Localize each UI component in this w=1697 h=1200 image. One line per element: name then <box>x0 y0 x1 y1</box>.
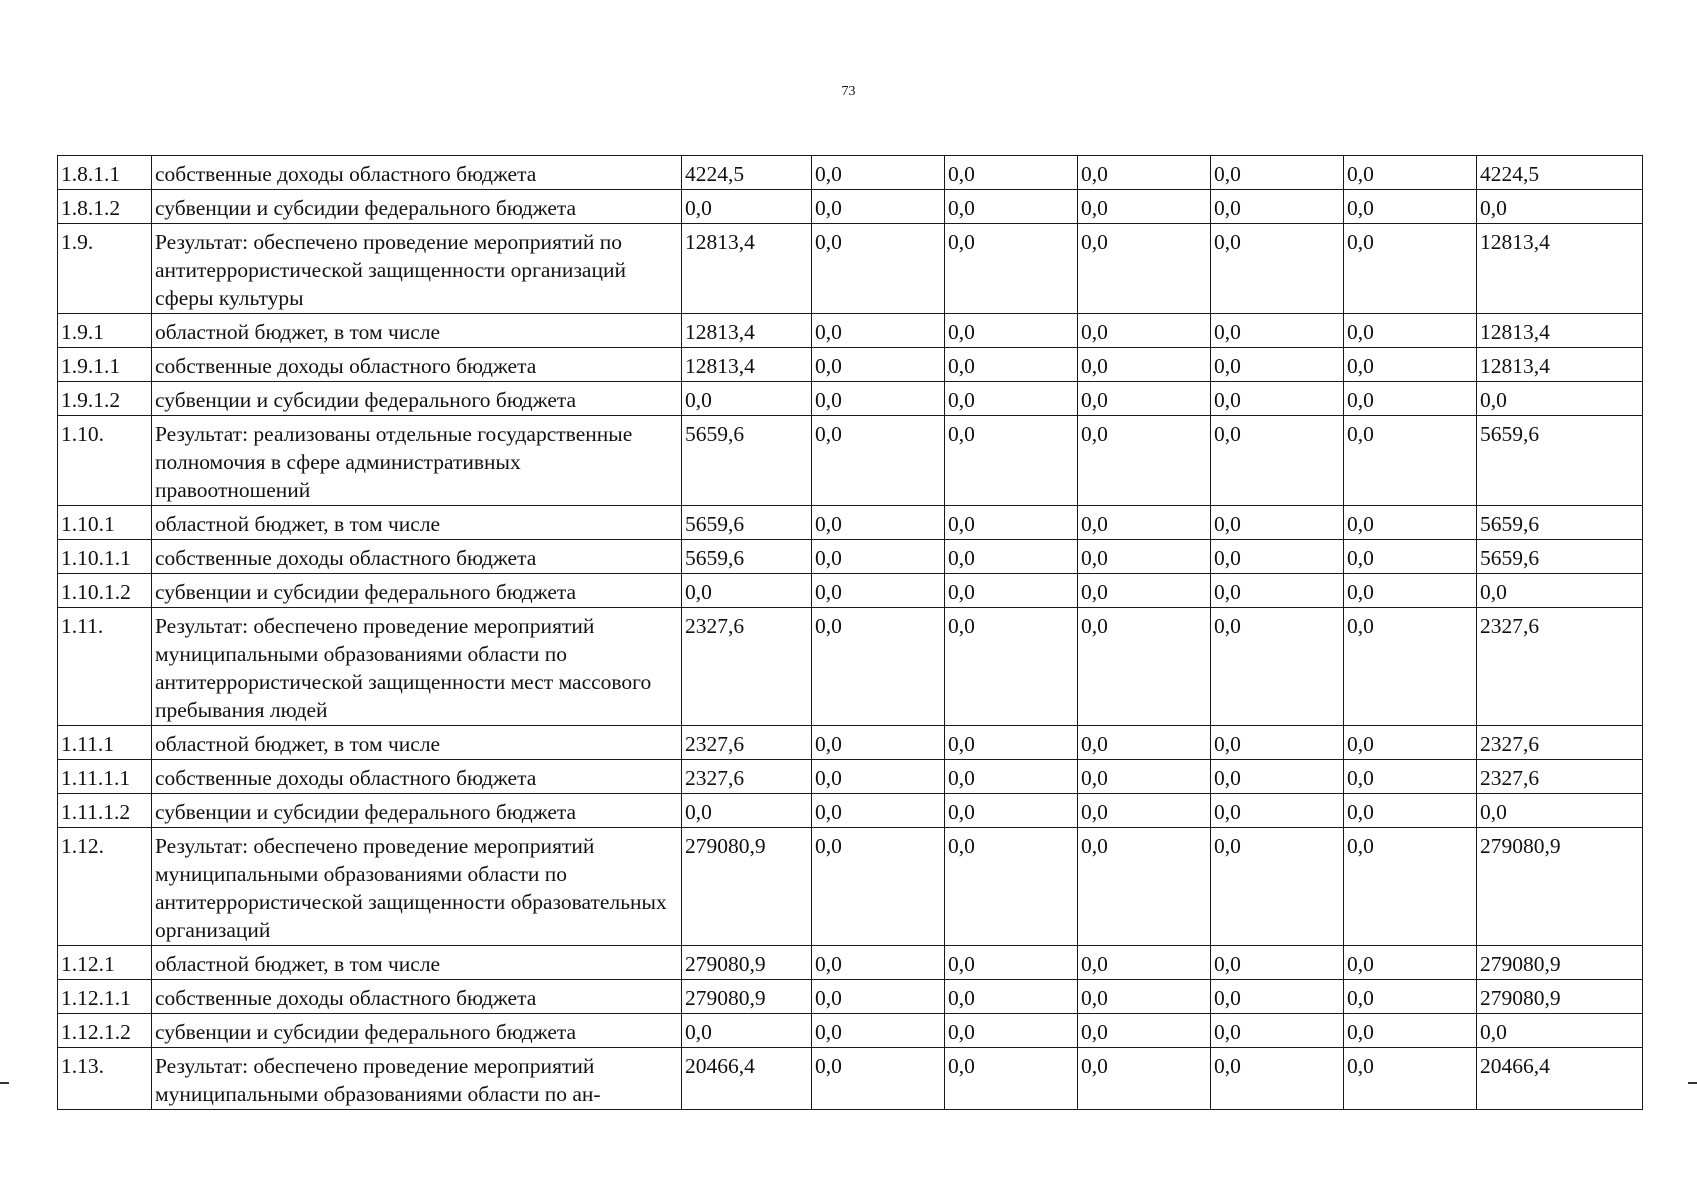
row-value-cell: 0,0 <box>682 190 812 224</box>
row-value-cell: 0,0 <box>1344 190 1477 224</box>
row-description-cell: областной бюджет, в том числе <box>152 726 682 760</box>
row-value-cell: 0,0 <box>1211 726 1344 760</box>
row-description-cell: субвенции и субсидии федерального бюджета <box>152 190 682 224</box>
row-description-cell: собственные доходы областного бюджета <box>152 980 682 1014</box>
row-value-cell: 0,0 <box>1211 1014 1344 1048</box>
table-row <box>58 608 1643 726</box>
row-value-cell: 0,0 <box>1344 156 1477 190</box>
row-value-cell: 0,0 <box>1078 828 1211 946</box>
row-value-cell: 4224,5 <box>682 156 812 190</box>
row-code-cell: 1.12.1.1 <box>58 980 152 1014</box>
row-value-cell: 0,0 <box>682 1014 812 1048</box>
row-value-cell: 0,0 <box>1078 156 1211 190</box>
row-description-cell: субвенции и субсидии федерального бюджета <box>152 794 682 828</box>
row-description-cell: Результат: обеспечено проведение мероприятий муниципальными образованиями области по ан- <box>152 1048 682 1110</box>
row-value-cell: 0,0 <box>1211 828 1344 946</box>
row-code-cell: 1.10.1.2 <box>58 574 152 608</box>
row-value-cell: 0,0 <box>1211 348 1344 382</box>
row-code-cell: 1.11. <box>58 608 152 726</box>
row-value-cell: 0,0 <box>1344 760 1477 794</box>
row-value-cell: 0,0 <box>1477 574 1643 608</box>
row-value-cell: 2327,6 <box>1477 760 1643 794</box>
row-code-cell: 1.10.1 <box>58 506 152 540</box>
table-row <box>58 314 1643 348</box>
row-code-cell: 1.9. <box>58 224 152 314</box>
row-value-cell: 279080,9 <box>1477 828 1643 946</box>
row-value-cell: 2327,6 <box>682 608 812 726</box>
row-value-cell: 12813,4 <box>1477 224 1643 314</box>
row-value-cell: 0,0 <box>1344 726 1477 760</box>
row-value-cell: 0,0 <box>812 382 945 416</box>
row-value-cell: 0,0 <box>1344 1014 1477 1048</box>
row-value-cell: 0,0 <box>1078 946 1211 980</box>
row-description-cell: субвенции и субсидии федерального бюджета <box>152 382 682 416</box>
row-value-cell: 0,0 <box>1078 1048 1211 1110</box>
table-row <box>58 794 1643 828</box>
row-description-cell: Результат: реализованы отдельные государственные полномочия в сфере административных правоотношений <box>152 416 682 506</box>
row-value-cell: 279080,9 <box>1477 946 1643 980</box>
row-value-cell: 0,0 <box>812 980 945 1014</box>
row-description-cell: собственные доходы областного бюджета <box>152 540 682 574</box>
row-value-cell: 0,0 <box>1078 540 1211 574</box>
row-value-cell: 0,0 <box>1078 348 1211 382</box>
row-value-cell: 0,0 <box>1211 540 1344 574</box>
row-description-cell: собственные доходы областного бюджета <box>152 156 682 190</box>
table-row <box>58 156 1643 190</box>
row-value-cell: 0,0 <box>1078 314 1211 348</box>
row-value-cell: 0,0 <box>812 794 945 828</box>
row-value-cell: 0,0 <box>1477 1014 1643 1048</box>
row-value-cell: 0,0 <box>812 190 945 224</box>
row-code-cell: 1.10.1.1 <box>58 540 152 574</box>
row-value-cell: 5659,6 <box>682 506 812 540</box>
row-value-cell: 0,0 <box>945 946 1078 980</box>
row-value-cell: 0,0 <box>812 828 945 946</box>
row-value-cell: 0,0 <box>945 726 1078 760</box>
table-row <box>58 416 1643 506</box>
row-code-cell: 1.13. <box>58 1048 152 1110</box>
row-value-cell: 0,0 <box>682 794 812 828</box>
row-value-cell: 5659,6 <box>1477 416 1643 506</box>
row-value-cell: 279080,9 <box>682 980 812 1014</box>
row-code-cell: 1.12.1 <box>58 946 152 980</box>
table-row <box>58 828 1643 946</box>
row-value-cell: 0,0 <box>812 416 945 506</box>
row-value-cell: 0,0 <box>682 574 812 608</box>
row-value-cell: 0,0 <box>812 348 945 382</box>
row-value-cell: 0,0 <box>945 224 1078 314</box>
row-value-cell: 0,0 <box>1211 506 1344 540</box>
table-row <box>58 1048 1643 1110</box>
row-value-cell: 0,0 <box>1078 726 1211 760</box>
row-value-cell: 20466,4 <box>1477 1048 1643 1110</box>
row-value-cell: 0,0 <box>1477 794 1643 828</box>
row-value-cell: 0,0 <box>1477 382 1643 416</box>
row-value-cell: 0,0 <box>812 760 945 794</box>
row-code-cell: 1.9.1 <box>58 314 152 348</box>
row-value-cell: 279080,9 <box>1477 980 1643 1014</box>
table-row <box>58 190 1643 224</box>
row-value-cell: 0,0 <box>1344 224 1477 314</box>
table-row <box>58 382 1643 416</box>
row-description-cell: областной бюджет, в том числе <box>152 946 682 980</box>
row-value-cell: 0,0 <box>1344 1048 1477 1110</box>
row-value-cell: 0,0 <box>945 608 1078 726</box>
row-value-cell: 0,0 <box>1344 382 1477 416</box>
row-value-cell: 279080,9 <box>682 946 812 980</box>
table-row <box>58 946 1643 980</box>
row-value-cell: 12813,4 <box>1477 314 1643 348</box>
table-row <box>58 506 1643 540</box>
row-value-cell: 0,0 <box>945 190 1078 224</box>
row-value-cell: 0,0 <box>1211 946 1344 980</box>
row-value-cell: 0,0 <box>812 1048 945 1110</box>
row-value-cell: 0,0 <box>1344 794 1477 828</box>
row-value-cell: 12813,4 <box>1477 348 1643 382</box>
row-value-cell: 5659,6 <box>1477 540 1643 574</box>
row-code-cell: 1.12. <box>58 828 152 946</box>
row-value-cell: 2327,6 <box>682 726 812 760</box>
row-value-cell: 0,0 <box>1211 760 1344 794</box>
row-value-cell: 0,0 <box>1078 608 1211 726</box>
row-value-cell: 0,0 <box>682 382 812 416</box>
row-code-cell: 1.9.1.1 <box>58 348 152 382</box>
row-value-cell: 0,0 <box>945 348 1078 382</box>
page-number: 73 <box>841 84 856 99</box>
scan-mark-left <box>0 1082 9 1084</box>
row-value-cell: 0,0 <box>1078 980 1211 1014</box>
row-value-cell: 0,0 <box>945 156 1078 190</box>
row-value-cell: 0,0 <box>945 794 1078 828</box>
row-description-cell: собственные доходы областного бюджета <box>152 348 682 382</box>
row-value-cell: 20466,4 <box>682 1048 812 1110</box>
row-description-cell: субвенции и субсидии федерального бюджета <box>152 574 682 608</box>
row-value-cell: 0,0 <box>945 1048 1078 1110</box>
row-code-cell: 1.9.1.2 <box>58 382 152 416</box>
row-code-cell: 1.12.1.2 <box>58 1014 152 1048</box>
row-value-cell: 0,0 <box>1078 760 1211 794</box>
row-value-cell: 0,0 <box>812 156 945 190</box>
row-value-cell: 5659,6 <box>682 540 812 574</box>
table-row <box>58 540 1643 574</box>
row-value-cell: 0,0 <box>1344 348 1477 382</box>
table-row <box>58 348 1643 382</box>
row-value-cell: 0,0 <box>945 828 1078 946</box>
row-value-cell: 0,0 <box>1211 224 1344 314</box>
row-value-cell: 0,0 <box>945 416 1078 506</box>
row-value-cell: 0,0 <box>1211 1048 1344 1110</box>
row-code-cell: 1.8.1.1 <box>58 156 152 190</box>
row-value-cell: 0,0 <box>812 574 945 608</box>
row-value-cell: 0,0 <box>1344 506 1477 540</box>
row-value-cell: 0,0 <box>812 314 945 348</box>
table-row <box>58 574 1643 608</box>
scan-mark-right <box>1688 1082 1697 1084</box>
row-description-cell: областной бюджет, в том числе <box>152 506 682 540</box>
row-value-cell: 0,0 <box>945 540 1078 574</box>
row-value-cell: 0,0 <box>945 574 1078 608</box>
row-description-cell: субвенции и субсидии федерального бюджета <box>152 1014 682 1048</box>
row-code-cell: 1.10. <box>58 416 152 506</box>
row-code-cell: 1.11.1.2 <box>58 794 152 828</box>
row-value-cell: 12813,4 <box>682 314 812 348</box>
row-code-cell: 1.11.1.1 <box>58 760 152 794</box>
row-value-cell: 279080,9 <box>682 828 812 946</box>
row-value-cell: 0,0 <box>812 608 945 726</box>
row-value-cell: 0,0 <box>1344 980 1477 1014</box>
row-description-cell: областной бюджет, в том числе <box>152 314 682 348</box>
row-value-cell: 0,0 <box>812 224 945 314</box>
row-value-cell: 0,0 <box>1344 314 1477 348</box>
row-value-cell: 0,0 <box>1477 190 1643 224</box>
row-value-cell: 0,0 <box>1211 314 1344 348</box>
row-value-cell: 0,0 <box>812 1014 945 1048</box>
row-value-cell: 0,0 <box>812 506 945 540</box>
row-value-cell: 0,0 <box>1344 416 1477 506</box>
row-value-cell: 0,0 <box>1211 382 1344 416</box>
row-value-cell: 0,0 <box>1344 828 1477 946</box>
row-value-cell: 0,0 <box>945 314 1078 348</box>
row-value-cell: 0,0 <box>812 946 945 980</box>
row-description-cell: Результат: обеспечено проведение мероприятий муниципальными образованиями области по антитеррористической защищенности образовательных организаций <box>152 828 682 946</box>
row-value-cell: 0,0 <box>1344 574 1477 608</box>
table-row <box>58 980 1643 1014</box>
row-value-cell: 12813,4 <box>682 348 812 382</box>
row-value-cell: 0,0 <box>1211 190 1344 224</box>
budget-table <box>57 155 1643 1110</box>
row-value-cell: 0,0 <box>1078 416 1211 506</box>
row-value-cell: 0,0 <box>1211 794 1344 828</box>
row-value-cell: 0,0 <box>1211 574 1344 608</box>
row-value-cell: 2327,6 <box>1477 608 1643 726</box>
row-value-cell: 0,0 <box>812 726 945 760</box>
table-row <box>58 726 1643 760</box>
row-value-cell: 12813,4 <box>682 224 812 314</box>
row-value-cell: 0,0 <box>1078 224 1211 314</box>
row-value-cell: 0,0 <box>945 1014 1078 1048</box>
row-value-cell: 4224,5 <box>1477 156 1643 190</box>
row-value-cell: 0,0 <box>945 382 1078 416</box>
row-description-cell: Результат: обеспечено проведение мероприятий муниципальными образованиями области по антитеррористической защищенности мест массового пребывания людей <box>152 608 682 726</box>
row-value-cell: 0,0 <box>1344 540 1477 574</box>
row-value-cell: 5659,6 <box>682 416 812 506</box>
row-value-cell: 0,0 <box>1344 608 1477 726</box>
row-value-cell: 0,0 <box>1078 382 1211 416</box>
row-code-cell: 1.11.1 <box>58 726 152 760</box>
table-row <box>58 224 1643 314</box>
row-value-cell: 0,0 <box>1078 506 1211 540</box>
row-value-cell: 0,0 <box>1078 190 1211 224</box>
row-code-cell: 1.8.1.2 <box>58 190 152 224</box>
table-row <box>58 760 1643 794</box>
table-row <box>58 1014 1643 1048</box>
row-value-cell: 2327,6 <box>1477 726 1643 760</box>
row-value-cell: 0,0 <box>1211 608 1344 726</box>
row-value-cell: 0,0 <box>1078 574 1211 608</box>
row-description-cell: Результат: обеспечено проведение мероприятий по антитеррористической защищенности организаций сферы культуры <box>152 224 682 314</box>
row-value-cell: 0,0 <box>812 540 945 574</box>
row-value-cell: 0,0 <box>1078 1014 1211 1048</box>
row-value-cell: 5659,6 <box>1477 506 1643 540</box>
row-description-cell: собственные доходы областного бюджета <box>152 760 682 794</box>
row-value-cell: 0,0 <box>1211 416 1344 506</box>
row-value-cell: 0,0 <box>1211 156 1344 190</box>
table-body <box>58 156 1643 1110</box>
row-value-cell: 0,0 <box>945 760 1078 794</box>
row-value-cell: 2327,6 <box>682 760 812 794</box>
row-value-cell: 0,0 <box>945 980 1078 1014</box>
row-value-cell: 0,0 <box>1211 980 1344 1014</box>
row-value-cell: 0,0 <box>1078 794 1211 828</box>
row-value-cell: 0,0 <box>945 506 1078 540</box>
row-value-cell: 0,0 <box>1344 946 1477 980</box>
